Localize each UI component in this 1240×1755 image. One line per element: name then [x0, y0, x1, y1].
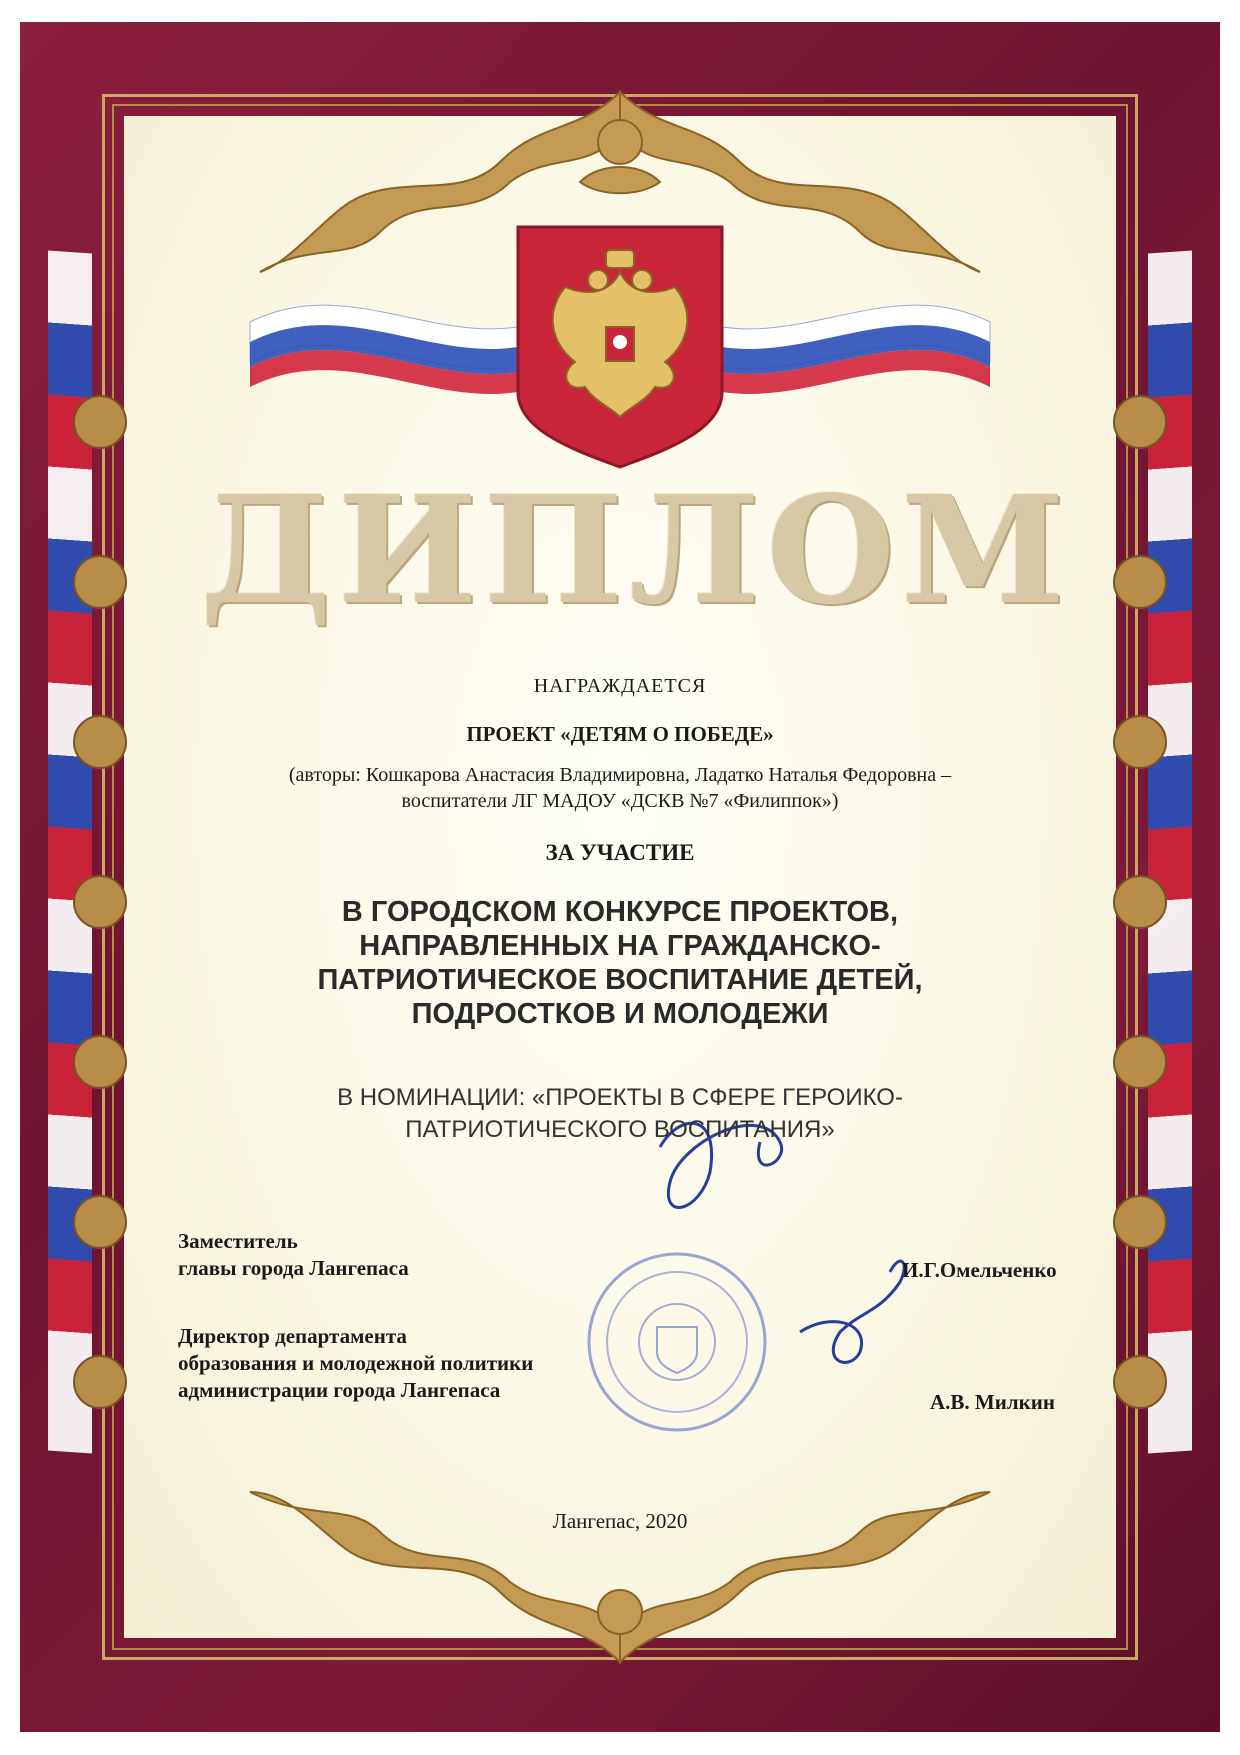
awarded-label: НАГРАЖДАЕТСЯ [533, 675, 707, 697]
project-name: ПРОЕКТ «ДЕТЯМ О ПОБЕДЕ» [466, 722, 774, 746]
contest-line-3: ПАТРИОТИЧЕСКОЕ ВОСПИТАНИЕ ДЕТЕЙ, [317, 964, 923, 996]
signatory-2-title-line-3: администрации города Лангепаса [178, 1378, 501, 1402]
signatory-2-title-line-2: образования и молодежной политики [178, 1351, 534, 1375]
contest-line-1: В ГОРОДСКОМ КОНКУРСЕ ПРОЕКТОВ, [341, 896, 899, 928]
signatory-2-name: А.В. Милкин [930, 1390, 1055, 1414]
signatory-1-name: И.Г.Омельченко [902, 1258, 1057, 1282]
nomination-line-2: ПАТРИОТИЧЕСКОГО ВОСПИТАНИЯ» [405, 1116, 835, 1143]
contest-title [230, 895, 1010, 1031]
nomination-line-1: В НОМИНАЦИИ: «ПРОЕКТЫ В СФЕРЕ ГЕРОИКО- [337, 1084, 903, 1111]
contest-line-2: НАПРАВЛЕННЫХ НА ГРАЖДАНСКО- [359, 930, 881, 962]
signatory-1-title-line-1: Заместитель [178, 1229, 298, 1253]
authors-line-2: воспитатели ЛГ МАДОУ «ДСКВ №7 «Филиппок») [401, 790, 839, 812]
signatory-1-title-line-2: главы города Лангепаса [178, 1256, 409, 1280]
place-date: Лангепас, 2020 [552, 1509, 688, 1533]
diploma-title: ДИПЛОМ [200, 463, 1071, 637]
nomination-text [230, 1082, 1010, 1146]
signatory-1-title [178, 1228, 409, 1282]
authors-line-1: (авторы: Кошкарова Анастасия Владимировна, Ладатко Наталья Федоровна – [288, 764, 952, 786]
authors-text [260, 762, 980, 814]
signatory-2-title-line-1: Директор департамента [178, 1324, 407, 1348]
signatory-2-title [178, 1323, 533, 1404]
participation-heading: ЗА УЧАСТИЕ [545, 840, 695, 865]
contest-line-4: ПОДРОСТКОВ И МОЛОДЕЖИ [411, 998, 829, 1030]
